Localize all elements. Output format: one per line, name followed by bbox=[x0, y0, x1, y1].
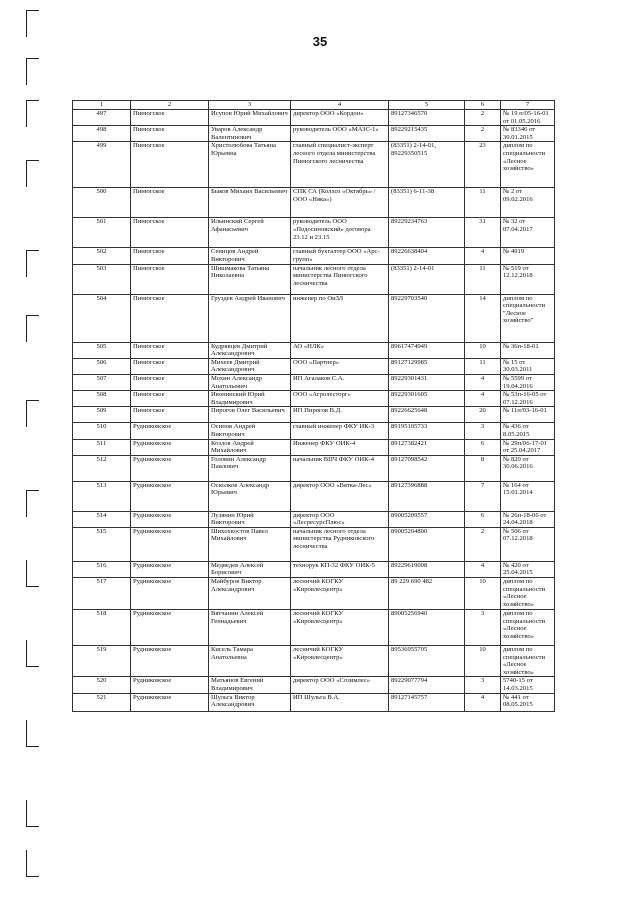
experience-years: 10 bbox=[465, 342, 501, 358]
experience-years: 8 bbox=[465, 455, 501, 481]
header-cell: 3 bbox=[209, 101, 291, 110]
binder-mark bbox=[26, 400, 39, 427]
certificate: № 420 от 25.04.2015 bbox=[501, 561, 555, 577]
table-row bbox=[73, 342, 555, 358]
position: директор ООО «ЛесресурсПлюс» bbox=[291, 511, 389, 527]
certificate: № 164 от 15.01.2014 bbox=[501, 481, 555, 511]
forestry-name: Рудниковское bbox=[131, 439, 209, 455]
phone-number: 89226638404 bbox=[389, 248, 465, 264]
person-name: Осколков Александр Юрьевич bbox=[209, 481, 291, 511]
row-number: 516 bbox=[73, 561, 131, 577]
position: СПК СА (Колхоз «Октябрь» /ООО «Няка») bbox=[291, 188, 389, 218]
forestry-name: Пинюгское bbox=[131, 126, 209, 142]
binder-mark bbox=[26, 315, 39, 342]
table-header-row bbox=[73, 101, 555, 110]
position: руководитель ООО «Подосиновский» договора 23.12 и 23.15 bbox=[291, 218, 389, 248]
experience-years: 4 bbox=[465, 391, 501, 407]
certificate: № 519 от 12.12.2018 bbox=[501, 264, 555, 294]
table-row bbox=[73, 264, 555, 294]
forestry-name: Рудниковское bbox=[131, 561, 209, 577]
certificate: диплом по специальности «Лесное хозяйство» bbox=[501, 578, 555, 610]
person-name: Шульга Виктор Александрович bbox=[209, 693, 291, 711]
position: главный специалист-эксперт лесного отдела министерства Пинюгского лесничества bbox=[291, 142, 389, 188]
experience-years: 23 bbox=[465, 142, 501, 188]
row-number: 510 bbox=[73, 423, 131, 439]
forestry-name: Рудниковское bbox=[131, 677, 209, 693]
table-row bbox=[73, 561, 555, 577]
position: директор ООО «Кордон» bbox=[291, 110, 389, 126]
forestry-name: Рудниковское bbox=[131, 423, 209, 439]
binder-mark bbox=[26, 560, 39, 587]
person-name: Шихохвостов Павел Михайлович bbox=[209, 527, 291, 561]
forestry-name: Рудниковское bbox=[131, 693, 209, 711]
phone-number: 89005256940 bbox=[389, 610, 465, 646]
experience-years: 2 bbox=[465, 110, 501, 126]
phone-number: 89229619008 bbox=[389, 561, 465, 577]
experience-years: 3 bbox=[465, 677, 501, 693]
forestry-name: Пинюгское bbox=[131, 358, 209, 374]
forestry-name: Рудниковское bbox=[131, 455, 209, 481]
experience-years: 4 bbox=[465, 248, 501, 264]
phone-number: 89226625648 bbox=[389, 407, 465, 423]
row-number: 509 bbox=[73, 407, 131, 423]
person-name: Майбуров Виктор Александрович bbox=[209, 578, 291, 610]
person-name: Вятчанин Алексей Геннадьевич bbox=[209, 610, 291, 646]
person-name: Головин Александр Павлович bbox=[209, 455, 291, 481]
row-number: 520 bbox=[73, 677, 131, 693]
position: лесничий КОГКУ «Кировлесцентр» bbox=[291, 610, 389, 646]
certificate: № 32 от 07.04.2017 bbox=[501, 218, 555, 248]
row-number: 501 bbox=[73, 218, 131, 248]
row-number: 519 bbox=[73, 646, 131, 677]
position: директор ООО «Созимлес» bbox=[291, 677, 389, 693]
forestry-name: Пинюгское bbox=[131, 248, 209, 264]
phone-number: (83351) 2-14-01, 89229350515 bbox=[389, 142, 465, 188]
forestry-name: Рудниковское bbox=[131, 511, 209, 527]
binder-mark bbox=[26, 160, 39, 187]
experience-years: 11 bbox=[465, 264, 501, 294]
position: главный инженер ФКУ ИК-3 bbox=[291, 423, 389, 439]
experience-years: 14 bbox=[465, 294, 501, 342]
experience-years: 2 bbox=[465, 527, 501, 561]
forestry-name: Рудниковское bbox=[131, 610, 209, 646]
certificate: № 506 от 07.12.2018 bbox=[501, 527, 555, 561]
person-name: Мохин Александр Анатольевич bbox=[209, 374, 291, 390]
experience-years: 10 bbox=[465, 646, 501, 677]
table-row bbox=[73, 481, 555, 511]
position: ООО «Агролесторг» bbox=[291, 391, 389, 407]
table-row bbox=[73, 188, 555, 218]
phone-number: 89005204800 bbox=[389, 527, 465, 561]
row-number: 521 bbox=[73, 693, 131, 711]
forestry-name: Пинюгское bbox=[131, 142, 209, 188]
experience-years: 4 bbox=[465, 374, 501, 390]
phone-number: 89617474949 bbox=[389, 342, 465, 358]
forestry-name: Пинюгское bbox=[131, 391, 209, 407]
row-number: 512 bbox=[73, 455, 131, 481]
experience-years: 6 bbox=[465, 511, 501, 527]
certificate: диплом по специальности «Лесное хозяйство» bbox=[501, 610, 555, 646]
table-row bbox=[73, 610, 555, 646]
header-cell: 4 bbox=[291, 101, 389, 110]
forestry-name: Пинюгское bbox=[131, 110, 209, 126]
phone-number: 89229234763 bbox=[389, 218, 465, 248]
position: инженер по ОиЗЛ bbox=[291, 294, 389, 342]
certificate: № 15 от 30.03.2011 bbox=[501, 358, 555, 374]
header-cell: 5 bbox=[389, 101, 465, 110]
position: руководитель ООО «МАЗС-1» bbox=[291, 126, 389, 142]
person-name: Осипов Андрей Викторович bbox=[209, 423, 291, 439]
person-name: Ильинский Сергей Афанасьевич bbox=[209, 218, 291, 248]
experience-years: 6 bbox=[465, 439, 501, 455]
row-number: 504 bbox=[73, 294, 131, 342]
person-name: Лузянин Юрий Викторович bbox=[209, 511, 291, 527]
person-name: Матьянов Евгений Владимирович bbox=[209, 677, 291, 693]
position: начальник лесного отдела министерства Пинюгского лесничества bbox=[291, 264, 389, 294]
binder-mark bbox=[26, 10, 39, 37]
person-name: Кисель Тамара Анатольевна bbox=[209, 646, 291, 677]
header-cell: 7 bbox=[501, 101, 555, 110]
row-number: 518 bbox=[73, 610, 131, 646]
certificate: № 29п/06-17-01 от 25.04.2017 bbox=[501, 439, 555, 455]
row-number: 498 bbox=[73, 126, 131, 142]
person-name: Пирогов Олег Васильевич bbox=[209, 407, 291, 423]
position: начальник лесного отдела министерства Рудниковского лесничества bbox=[291, 527, 389, 561]
phone-number: 89005209557 bbox=[389, 511, 465, 527]
person-name: Ивонинский Юрий Владимирович bbox=[209, 391, 291, 407]
phone-number: 89127098542 bbox=[389, 455, 465, 481]
row-number: 505 bbox=[73, 342, 131, 358]
phone-number: 89229215435 bbox=[389, 126, 465, 142]
person-name: Шишмакова Татьяна Николаевна bbox=[209, 264, 291, 294]
phone-number: 89 229 690 482 bbox=[389, 578, 465, 610]
forestry-name: Рудниковское bbox=[131, 527, 209, 561]
row-number: 517 bbox=[73, 578, 131, 610]
forestry-name: Пинюгское bbox=[131, 188, 209, 218]
binder-mark bbox=[26, 58, 39, 85]
table-row bbox=[73, 439, 555, 455]
phone-number: 89536955705 bbox=[389, 646, 465, 677]
table-row bbox=[73, 677, 555, 693]
experience-years: 11 bbox=[465, 358, 501, 374]
person-name: Медведев Алексей Борисович bbox=[209, 561, 291, 577]
certificate: № 5599 от 19.04.2016 bbox=[501, 374, 555, 390]
experience-years: 3 bbox=[465, 610, 501, 646]
forestry-name: Пинюгское bbox=[131, 342, 209, 358]
table-row bbox=[73, 407, 555, 423]
position: главный бухгалтер ООО «Арс-групп» bbox=[291, 248, 389, 264]
phone-number: 89127129985 bbox=[389, 358, 465, 374]
certificate: диплом по специальности «Лесное хозяйство» bbox=[501, 646, 555, 677]
binder-mark bbox=[26, 250, 39, 277]
row-number: 502 bbox=[73, 248, 131, 264]
experience-years: 4 bbox=[465, 561, 501, 577]
position: лесничий КОГКУ «Кировлесцентр» bbox=[291, 646, 389, 677]
position: АО «НЛК» bbox=[291, 342, 389, 358]
table-row bbox=[73, 455, 555, 481]
table-row bbox=[73, 578, 555, 610]
certificate: № 11п/03-16-01 bbox=[501, 407, 555, 423]
certificate: № 83346 от 30.01.2015 bbox=[501, 126, 555, 142]
experience-years: 2 bbox=[465, 126, 501, 142]
binder-mark bbox=[26, 720, 39, 747]
forestry-name: Рудниковское bbox=[131, 646, 209, 677]
person-name: Исупов Юрий Михайлович bbox=[209, 110, 291, 126]
experience-years: 3 bbox=[465, 423, 501, 439]
person-name: Груздев Андрей Иванович bbox=[209, 294, 291, 342]
header-cell: 6 bbox=[465, 101, 501, 110]
person-name: Михеев Дмитрий Александрович bbox=[209, 358, 291, 374]
table-row bbox=[73, 142, 555, 188]
certificate: диплом по специальности «Лесное хозяйство» bbox=[501, 142, 555, 188]
table-row bbox=[73, 391, 555, 407]
certificate: № 820 от 30.06.2016 bbox=[501, 455, 555, 481]
table-row bbox=[73, 126, 555, 142]
experience-years: 10 bbox=[465, 578, 501, 610]
header-cell: 1 bbox=[73, 101, 131, 110]
table-row bbox=[73, 294, 555, 342]
forestry-name: Пинюгское bbox=[131, 264, 209, 294]
header-cell: 2 bbox=[131, 101, 209, 110]
row-number: 500 bbox=[73, 188, 131, 218]
certificate: № 4919 bbox=[501, 248, 555, 264]
table-row bbox=[73, 358, 555, 374]
phone-number: 89229703540 bbox=[389, 294, 465, 342]
certificate: 5740-15 от 14.03.2015 bbox=[501, 677, 555, 693]
table-row bbox=[73, 248, 555, 264]
certificate: № 36п-18-01 bbox=[501, 342, 555, 358]
position: ИП Агалаков С.А. bbox=[291, 374, 389, 390]
certificate: № 26п-18-06 от 24.04.2018 bbox=[501, 511, 555, 527]
staff-table bbox=[72, 100, 555, 712]
phone-number: (83351) 2-14-01 bbox=[389, 264, 465, 294]
table-row bbox=[73, 374, 555, 390]
position: начальник ВПЧ ФКУ ОИК-4 bbox=[291, 455, 389, 481]
phone-number: (83351) 6-11-38 bbox=[389, 188, 465, 218]
table-row bbox=[73, 527, 555, 561]
forestry-name: Пинюгское bbox=[131, 218, 209, 248]
person-name: Быков Михаил Васильевич bbox=[209, 188, 291, 218]
table-row bbox=[73, 110, 555, 126]
phone-number: 89229301431 bbox=[389, 374, 465, 390]
person-name: Козлов Андрей Михайлович bbox=[209, 439, 291, 455]
forestry-name: Пинюгское bbox=[131, 407, 209, 423]
phone-number: 89229301605 bbox=[389, 391, 465, 407]
row-number: 514 bbox=[73, 511, 131, 527]
table-row bbox=[73, 218, 555, 248]
row-number: 499 bbox=[73, 142, 131, 188]
row-number: 508 bbox=[73, 391, 131, 407]
person-name: Уваров Александр Валентинович bbox=[209, 126, 291, 142]
table-row bbox=[73, 511, 555, 527]
row-number: 503 bbox=[73, 264, 131, 294]
position: ИП Пирогов В.Д. bbox=[291, 407, 389, 423]
forestry-name: Рудниковское bbox=[131, 578, 209, 610]
binder-mark bbox=[26, 800, 39, 827]
phone-number: 89127382421 bbox=[389, 439, 465, 455]
forestry-name: Пинюгское bbox=[131, 374, 209, 390]
binder-mark bbox=[26, 640, 39, 667]
table-row bbox=[73, 693, 555, 711]
position: ООО «Партнер» bbox=[291, 358, 389, 374]
table-row bbox=[73, 423, 555, 439]
forestry-name: Рудниковское bbox=[131, 481, 209, 511]
experience-years: 7 bbox=[465, 481, 501, 511]
person-name: Христолюбова Татьяна Юрьевна bbox=[209, 142, 291, 188]
person-name: Кудрявцев Дмитрий Александрович bbox=[209, 342, 291, 358]
binder-mark bbox=[26, 850, 39, 877]
row-number: 507 bbox=[73, 374, 131, 390]
certificate: № 53п-16-05 от 07.12.2016 bbox=[501, 391, 555, 407]
certificate: диплом по специальности "Лесное хозяйство" bbox=[501, 294, 555, 342]
position: лесничий КОГКУ «Кировлесцентр» bbox=[291, 578, 389, 610]
page-number: 35 bbox=[312, 34, 328, 49]
position: ИП Шульга В.А. bbox=[291, 693, 389, 711]
table-body bbox=[73, 110, 555, 712]
phone-number: 89127396888 bbox=[389, 481, 465, 511]
binder-mark bbox=[26, 490, 39, 517]
position: директор ООО «Вятка-Лес» bbox=[291, 481, 389, 511]
phone-number: 89229077794 bbox=[389, 677, 465, 693]
certificate: № 436 от 8.05.2015 bbox=[501, 423, 555, 439]
experience-years: 31 bbox=[465, 218, 501, 248]
binder-mark bbox=[26, 100, 39, 127]
certificate: № 441 от 08.05.2015 bbox=[501, 693, 555, 711]
forestry-name: Пинюгское bbox=[131, 294, 209, 342]
certificate: № 2 от 09.02.2016 bbox=[501, 188, 555, 218]
phone-number: 89127145757 bbox=[389, 693, 465, 711]
row-number: 506 bbox=[73, 358, 131, 374]
position: Инженер ФКУ ОИК-4 bbox=[291, 439, 389, 455]
experience-years: 11 bbox=[465, 188, 501, 218]
row-number: 497 bbox=[73, 110, 131, 126]
certificate: № 19 п/05-16-01 от 01.05.2016 bbox=[501, 110, 555, 126]
row-number: 513 bbox=[73, 481, 131, 511]
experience-years: 4 bbox=[465, 693, 501, 711]
person-name: Сеницов Андрей Викторович bbox=[209, 248, 291, 264]
table-row bbox=[73, 646, 555, 677]
row-number: 515 bbox=[73, 527, 131, 561]
phone-number: 89127346570 bbox=[389, 110, 465, 126]
experience-years: 20 bbox=[465, 407, 501, 423]
row-number: 511 bbox=[73, 439, 131, 455]
phone-number: 89195105733 bbox=[389, 423, 465, 439]
position: технорук КП-32 ФКУ ОИК-5 bbox=[291, 561, 389, 577]
